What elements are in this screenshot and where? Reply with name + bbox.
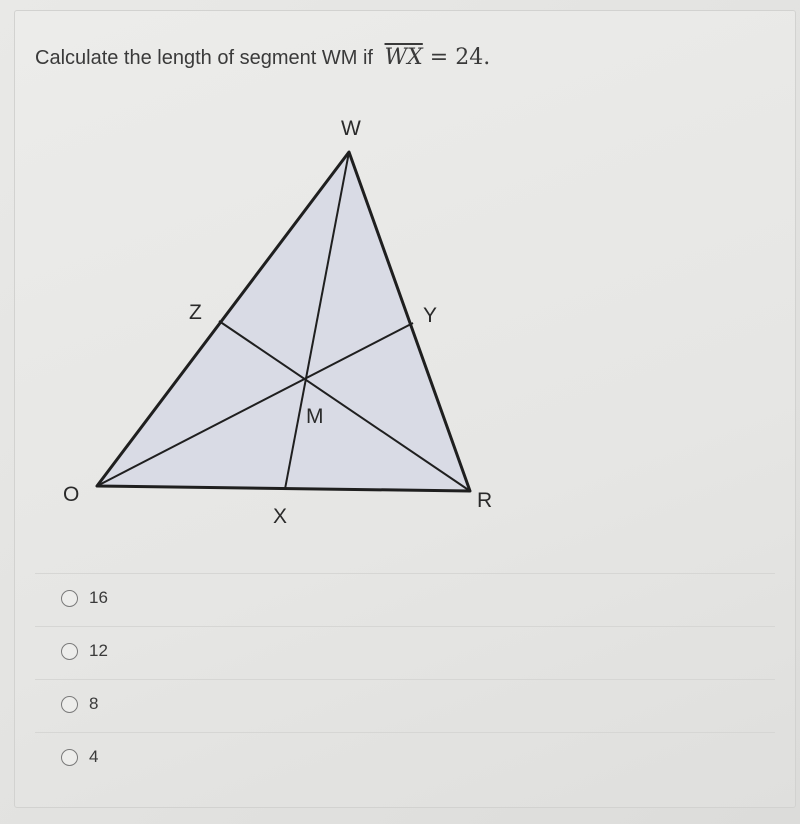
equation-value: = 24. [429,45,491,70]
option-label: 12 [89,641,108,660]
answer-option-4[interactable] [35,732,775,785]
option-label: 16 [89,588,108,607]
radio-button[interactable] [61,696,78,713]
radio-button[interactable] [61,643,78,660]
radio-button[interactable] [61,590,78,607]
answer-option-12[interactable] [35,626,775,679]
answer-option-8[interactable] [35,679,775,732]
label-x: X [273,505,288,528]
triangle-diagram [15,11,795,551]
triangle-owr [97,152,470,491]
option-label: 4 [89,747,99,766]
label-y: Y [423,304,438,327]
answer-option-16[interactable] [35,573,775,626]
option-label: 8 [89,694,99,713]
segment-wx: $\overline{WX}$ [384,45,423,70]
radio-button[interactable] [61,749,78,766]
label-w: W [341,117,361,140]
question-card [14,10,796,808]
label-z: Z [189,301,202,324]
label-m: M [306,405,324,428]
answer-options [35,573,775,785]
label-r: R [477,489,493,512]
question-prompt: Calculate the length of segment WM if [35,47,373,69]
label-o: O [63,483,80,506]
